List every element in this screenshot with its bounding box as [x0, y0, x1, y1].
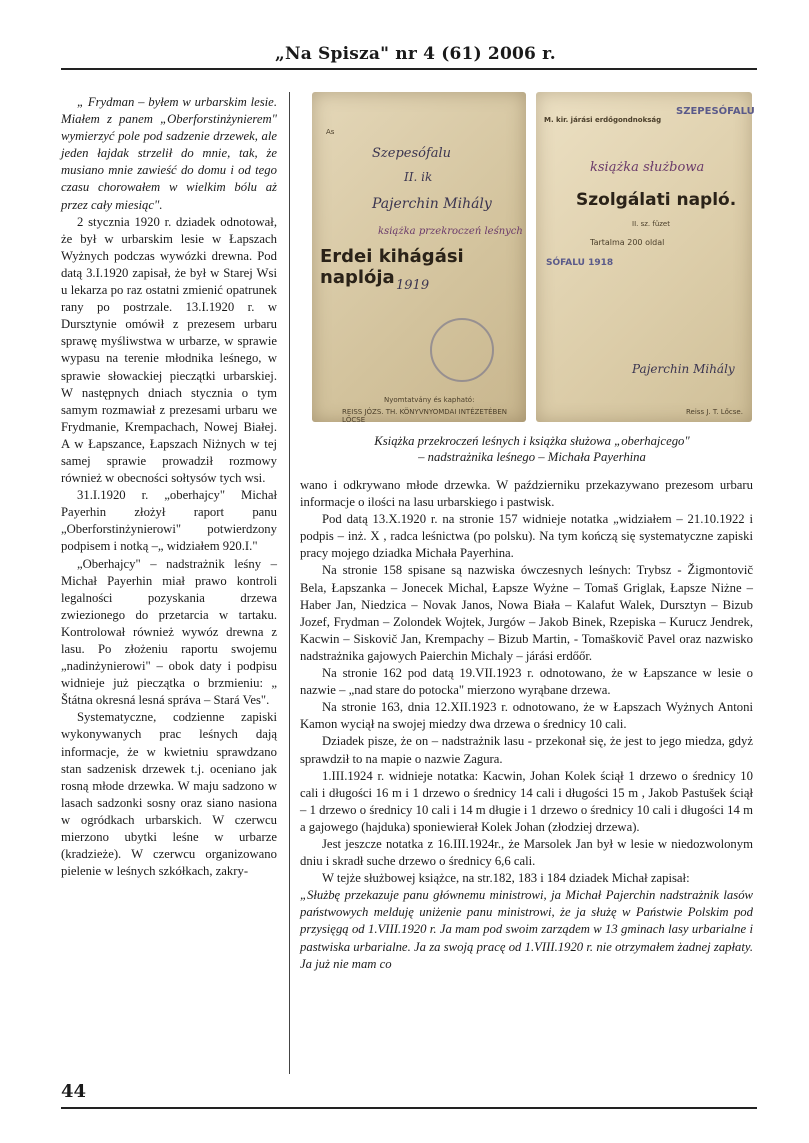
paragraph: Na stronie 163, dnia 12.XII.1923 r. odnotowano, że w Łapszach Wyżnych Antoni Kamon wyciął na swojej miedzy dwa drzewa o średnicy 10 cali. — [300, 700, 753, 732]
paragraph: Jest jeszcze notatka z 16.III.1924r., że Marsolek Jan był w lesie w niedozwolonym dniu i skradł suche drzewo o średnicy 6,6 cali. — [300, 836, 753, 869]
round-stamp — [430, 318, 494, 382]
photo-caption — [312, 433, 752, 465]
caption-line: Książka przekroczeń leśnych i książka służowa „oberhajcego" — [374, 434, 690, 448]
header-rule — [61, 68, 757, 70]
paragraph: Na stronie 162 pod datą 19.VII.1923 r. odnotowano, że w Łapszance w lesie o nazwie – „nad stare do potocka" mierzono wyrąbane drzewa. — [300, 666, 753, 698]
book-title-part: napló. — [676, 190, 737, 210]
book-footer: Nyomtatvány és kapható: — [384, 396, 475, 404]
handwriting: Pajerchin Mihály — [632, 362, 735, 376]
handwriting: książka przekroczeń leśnych — [378, 226, 523, 237]
paragraph: Pod datą 13.X.1920 r. na stronie 157 widnieje notatka „widziałem – 21.10.1922 i podpis – inż. X , radca leśnictwa (po polsku). Na tym kończą się systematyczne zapiski pracy mojego dziadka Michała Payerhina. — [300, 512, 753, 561]
paragraph: W tejże służbowej książce, na str.182, 183 i 184 dziadek Michał zapisał: — [322, 871, 690, 886]
handwriting: książka służbowa — [590, 160, 705, 175]
paragraph: 31.I.1920 r. „oberhajcy" Michał Payerhin złożył raport panu „Oberforstinżynierowi" potwierdzony podpisem i notką –„ widziałem 920.I." — [61, 488, 277, 554]
book-pages: Tartalma 200 oldal — [590, 238, 665, 247]
book-title-part: naplója — [320, 267, 395, 288]
paragraph: 2 stycznia 1920 r. dziadek odnotował, że był w urbarskim lesie w Łapszach Wyżnych podczas wywózki drewna. Pod datą 3.I.1920 zapisał, że był w Starej Wsi u lekarza po raz ostatni zmienić opatrunek rany po postrzale. 13.I.1920 r. w Dursztynie omówił z prezesem urbaru sprawę myśliwstwa w urbarze, w sprawie wypasu na terenie młodnika leśnego, w sprawie słowackiej pieczątki urbarskiej. W następnych dniach stycznia o tym samym rozmawiał z prezesami urbaru we Frydmanie, Krempachach, Nowej Białej. A w Łapszance, Łapszach Niżnych w tej samej sprawie prowadził rozmowy również w obecności sołtysów tych wsi. — [61, 214, 277, 486]
handwriting: II. ik — [404, 170, 433, 184]
paragraph: Na stronie 158 spisane są nazwiska ówczesnych leśnych: Trybsz - Žigmontovič Bela, Łapszanka – Jonecek Michal, Łapsze Wyżne – Tomaš Griglak, Łapsze Niżne – Haber Jan, Niedzica – Novak Janos, Nowa Biała – Kalafut Walek, Dursztyn – Bizub Jozef, Frydman – Zolondek Wojtek, Jurgów – Jakob Binek, Rzepiska – Kurucz Jendrek, Kacwin – Siskovič Jan, Krempachy – Bizub Martin, - Tomaškovič Pavel oraz nazwisko nadstrażnika gajowych Paierchin Michaly – járási erdőőr. — [300, 563, 753, 663]
paragraph: 1.III.1924 r. widnieje notatka: Kacwin, Johan Kolek ściął 1 drzewo o średnicy 10 cali i długości 16 m i 1 drzewo o średnicy 14 cali i długości 15 m , Jakob Pastušek ściął – 1 drzewo o średnicy 10 cali i 14 m długie i 1 drzewo o średnicy 10 cali i długości 14 m a gajowego (hajduka) sponiewierał Kolek Johan (złodziej drzewa). — [300, 768, 753, 834]
book-title — [576, 190, 736, 210]
book-subtitle: II. sz. füzet — [632, 220, 670, 228]
paragraph: „Oberhajcy" – nadstrażnik leśny – Michał Payerhin miał prawo kontroli legalności pozyskania drzewa zwiezionego do przetarcia w tartaku. Kontrolował również wywóz drewna z lasu. Po złożeniu raportu swojemu „nadinżynierowi" – obok daty i podpisu widnieje już pieczątka o brzmieniu: „ Štátna okresná lesná správa – Stará Ves". — [61, 556, 277, 708]
page-number: 44 — [61, 1081, 87, 1102]
paragraph: Dziadek pisze, że on – nadstrażnik lasu - przekonał się, że jest to jego miedza, gdyż sprawdził to na mapie o nazwie Zagura. — [300, 734, 753, 766]
quoted-paragraph: „Służbę przekazuje panu głównemu ministrowi, ja Michał Pajerchin nadstrażnik lasów państwowych melduję uniżenie panu ministrowi, że ja służę w Państwie Polskim pod przysięgą od 1.VIII.1920 r. Ja mam pod swoim zarządem w 13 gminach lasy urbarialne i pastwiska urbarialne. Ja za swoją pracę od 1.VIII.1920 r. nie otrzymałem żadnej zapłaty. Ja już nie mam co — [300, 888, 753, 971]
booklet-left — [312, 92, 526, 422]
handwriting: 1919 — [396, 278, 430, 293]
book-place: SÓFALU 1918 — [546, 258, 614, 268]
handwriting: Szepesófalu — [372, 146, 452, 161]
paragraph: Systematyczne, codzienne zapiski wykonywanych prac leśnych dają informacje, że w kwietniu sprawdzano stan sadzenisk drzewek t.j. oceniano jak rosną młode drzewka. W maju sadzono w lasach sadzonki sosny oraz siano nasiona w ogródkach urbarskich. W czerwcu mierzono ubytki leśne w urbarze (kradzieże). W czerwcu organizowano pielenie w leśnych szkółkach, zakry- — [61, 710, 277, 879]
paragraph: „ Frydman – byłem w urbarskim lesie. Miałem z panem „Oberforstinżynierem" wymierzyć pole pod sadzenie drzewek, ale jeden łajdak strzelił do mnie, tak, że musiano mnie zawieść do domu i od tego czasu chorowałem w wielkim bólu aż przez cały miesiąc". — [61, 95, 277, 212]
book-footer: Reiss J. T. Lőcse. — [686, 408, 743, 416]
book-label: As — [326, 128, 335, 136]
book-title-part: Erdei kihágási — [320, 246, 464, 267]
column-divider — [289, 92, 290, 1074]
book-stamp-text: SZEPESÓFALU — [676, 106, 755, 117]
booklet-right — [536, 92, 755, 422]
footer-rule — [61, 1107, 757, 1109]
caption-line: – nadstrażnika leśnego – Michała Payerhina — [418, 450, 646, 464]
photo-of-two-booklets — [312, 92, 755, 424]
right-column — [300, 477, 753, 973]
running-header: „Na Spisza" nr 4 (61) 2006 r. — [275, 44, 556, 64]
book-title-part: Szolgálati — [576, 190, 671, 210]
book-label: M. kir. járási erdőgondnokság — [544, 116, 662, 124]
book-footer: REISS JÓZS. TH. KÖNYVNYOMDAI INTÉZETÉBEN LŐCSE — [342, 408, 508, 424]
handwriting: Pajerchin Mihály — [372, 196, 492, 212]
left-column — [61, 94, 277, 880]
paragraph: wano i odkrywano młode drzewka. W październiku przekazywano prezesom urbaru informacje o ilości na lasu urbarskiego i pastwisk. — [300, 478, 753, 510]
